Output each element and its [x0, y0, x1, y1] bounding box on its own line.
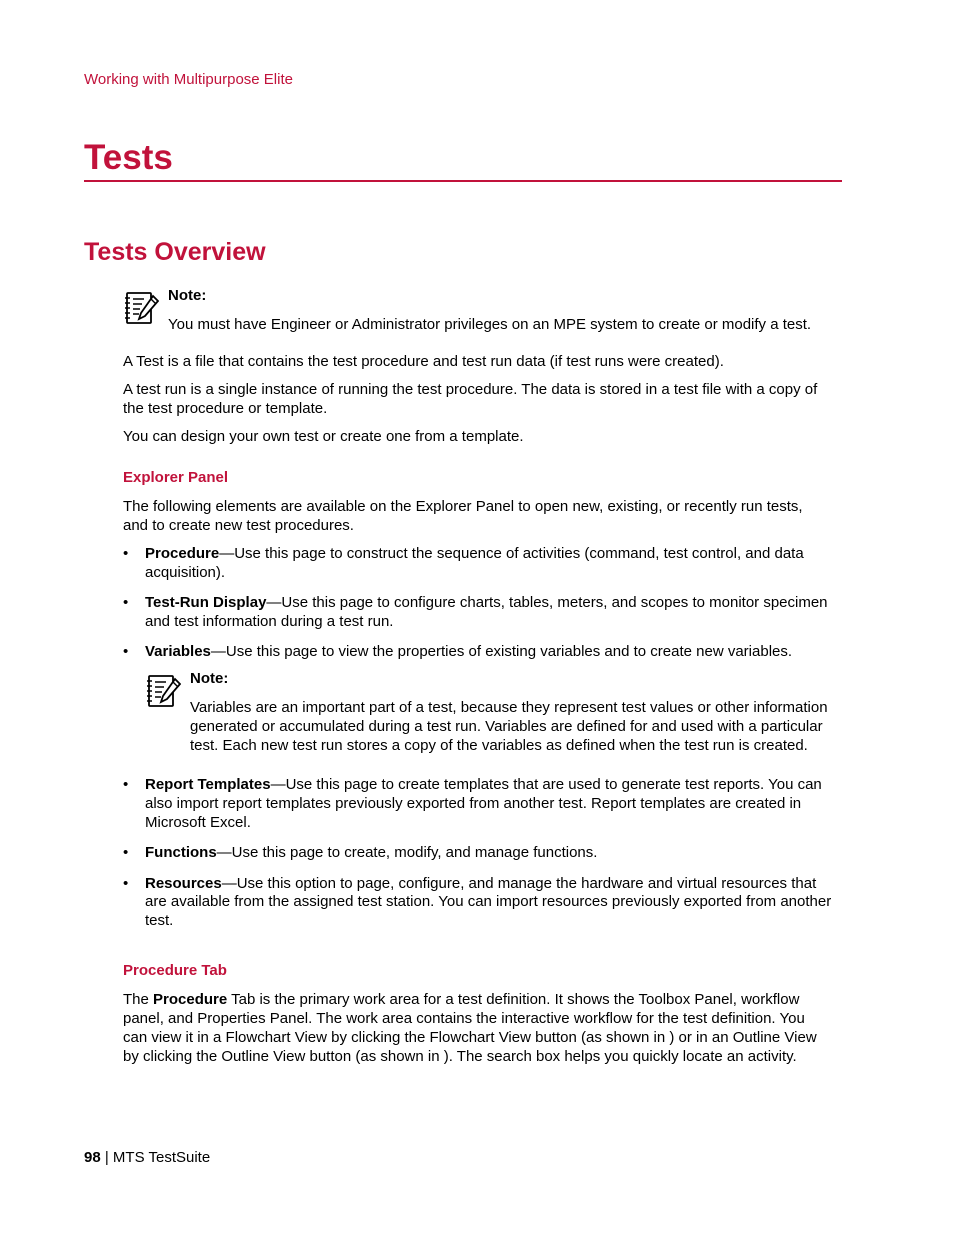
- subsection-heading: Procedure Tab: [123, 962, 227, 979]
- subsection-heading: Explorer Panel: [123, 469, 229, 486]
- bullet-term: Test-Run Display: [145, 594, 267, 611]
- bullet-text: are available from the assigned test station. You can import resources previously exported from another: [145, 893, 832, 910]
- bullet-item: [145, 593, 828, 612]
- bullet-text: also import report templates previously exported from another test. Report templates are created in: [145, 795, 802, 812]
- bullet-item: [145, 775, 822, 794]
- intro-paragraph: A Test is a file that contains the test procedure and test run data (if test runs were created).: [123, 353, 724, 370]
- bullet-marker: •: [123, 594, 129, 611]
- procedure-paragraph: can view it in a Flowchart View by clicking the Flowchart View button (as shown in ) or in an Outline View: [123, 1029, 817, 1046]
- section-title: Tests Overview: [84, 238, 266, 266]
- note-text: generated or accumulated during a test run. Variables are defined for and used with a particular: [190, 718, 823, 735]
- running-header: Working with Multipurpose Elite: [84, 71, 293, 88]
- chapter-title: Tests: [84, 138, 173, 177]
- bullet-text: Microsoft Excel.: [145, 814, 251, 831]
- bullet-item: [145, 843, 597, 862]
- intro-paragraph: the test procedure or template.: [123, 400, 328, 417]
- note-text: test. Each new test run stores a copy of the variables as defined when the test run is created.: [190, 737, 808, 754]
- procedure-term: Procedure: [153, 991, 228, 1008]
- note-text: Variables are an important part of a test, because they represent test values or other information: [190, 699, 828, 716]
- bullet-term: Variables: [145, 643, 211, 660]
- explorer-paragraph: The following elements are available on the Explorer Panel to open new, existing, or recently run tests,: [123, 498, 803, 515]
- bullet-text: and test information during a test run.: [145, 613, 394, 630]
- bullet-text: test.: [145, 912, 174, 929]
- note-icon: [123, 290, 159, 331]
- bullet-item: [145, 642, 792, 661]
- note-icon: [145, 673, 181, 714]
- bullet-text: —Use this page to create, modify, and manage functions.: [216, 844, 598, 861]
- procedure-paragraph: by clicking the Outline View button (as shown in ). The search box helps you quickly locate an activity.: [123, 1048, 797, 1065]
- bullet-text: —Use this option to page, configure, and manage the hardware and virtual resources that: [221, 875, 817, 892]
- bullet-text: acquisition).: [145, 564, 226, 581]
- bullet-term: Report Templates: [145, 776, 271, 793]
- note-text: You must have Engineer or Administrator privileges on an MPE system to create or modify a test.: [168, 316, 812, 333]
- bullet-marker: •: [123, 545, 129, 562]
- footer-separator: |: [100, 1149, 113, 1166]
- bullet-text: —Use this page to create templates that are used to generate test reports. You can: [270, 776, 822, 793]
- bullet-text: —Use this page to view the properties of existing variables and to create new variables.: [210, 643, 793, 660]
- note-label: Note:: [168, 287, 207, 304]
- procedure-paragraph: panel, and Properties Panel. The work area contains the interactive workflow for the test definition. You: [123, 1010, 805, 1027]
- bullet-marker: •: [123, 776, 129, 793]
- product-name: MTS TestSuite: [112, 1149, 211, 1166]
- procedure-text: The: [123, 991, 154, 1008]
- intro-paragraph: You can design your own test or create one from a template.: [123, 428, 524, 445]
- explorer-paragraph: and to create new test procedures.: [123, 517, 354, 534]
- bullet-term: Resources: [145, 875, 222, 892]
- note-label: Note:: [190, 670, 229, 687]
- page-footer: [84, 1149, 210, 1166]
- bullet-term: Functions: [145, 844, 217, 861]
- bullet-text: —Use this page to construct the sequence of activities (command, test control, and data: [219, 545, 804, 562]
- page-number: 98: [84, 1149, 101, 1166]
- bullet-marker: •: [123, 875, 129, 892]
- procedure-paragraph: [123, 990, 799, 1009]
- bullet-item: [145, 544, 804, 563]
- intro-paragraph: A test run is a single instance of running the test procedure. The data is stored in a test file with a copy of: [123, 381, 818, 398]
- procedure-text: Tab is the primary work area for a test definition. It shows the Toolbox Panel, workflow: [227, 991, 800, 1008]
- bullet-item: [145, 874, 816, 893]
- bullet-text: —Use this page to configure charts, tables, meters, and scopes to monitor specimen: [266, 594, 828, 611]
- bullet-marker: •: [123, 643, 129, 660]
- chapter-rule: [84, 180, 842, 182]
- bullet-marker: •: [123, 844, 129, 861]
- bullet-term: Procedure: [145, 545, 220, 562]
